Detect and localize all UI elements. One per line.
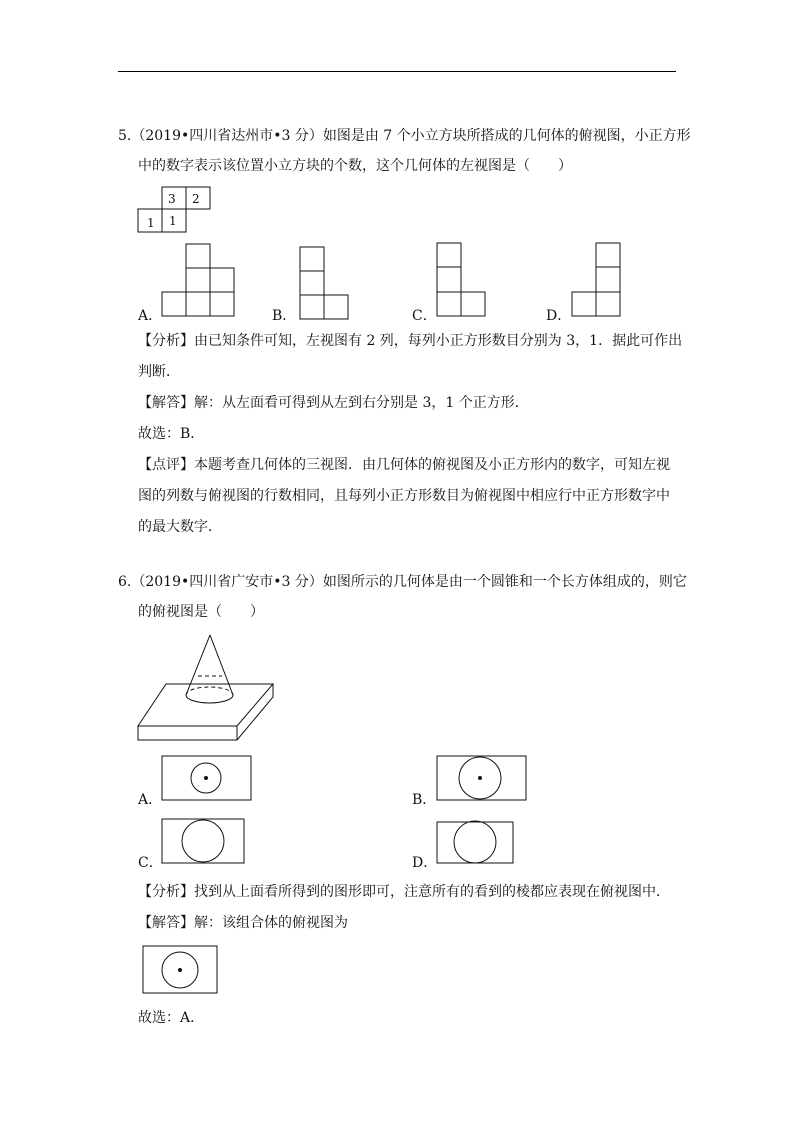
q5-comment-text: 本题考查几何体的三视图．由几何体的俯视图及小正方形内的数字，可知左视 <box>194 457 670 473</box>
q6-analysis <box>138 882 670 902</box>
q6-stem-line2: 的俯视图是（ ） <box>138 604 264 620</box>
q5-option-d-label: D． <box>546 308 572 324</box>
q6-analysis-text: 找到从上面看所得到的图形即可，注意所有的看到的棱都应表现在俯视图中． <box>194 884 670 900</box>
q5-analysis-line2: 判断． <box>138 364 180 380</box>
q6-option-d-label: D． <box>412 855 438 871</box>
q5-analysis-tag: 【分析】 <box>138 333 194 349</box>
q6-option-a-label: A． <box>138 792 163 808</box>
q6-stem-line1: 6.（2019•四川省广安市•3 分）如图所示的几何体是由一个圆锥和一个长方体组成的，则它 <box>118 574 687 590</box>
q5-answer: 故选：B． <box>138 426 205 442</box>
q6-solution-figure <box>143 946 217 993</box>
q5-stem-line2: 中的数字表示该位置小立方块的个数，这个几何体的左视图是（ ） <box>138 158 572 174</box>
grid-number: 1 <box>147 216 155 230</box>
q6-solution <box>138 913 348 933</box>
q5-comment-line2: 图的列数与俯视图的行数相同，且每列小正方形数目为俯视图中相应行中正方形数字中 <box>138 488 670 504</box>
q5-comment-tag: 【点评】 <box>138 457 194 473</box>
q5-option-c-label: C． <box>412 308 437 324</box>
q5-comment-line3: 的最大数字． <box>138 519 222 535</box>
grid-number: 1 <box>169 214 177 228</box>
q6-option-c-label: C． <box>138 855 163 871</box>
grid-number: 3 <box>168 192 176 206</box>
q5-analysis-text: 由已知条件可知，左视图有 2 列，每列小正方形数目分别为 3，1．据此可作出 <box>194 333 683 349</box>
grid-number: 2 <box>192 192 200 206</box>
q5-option-b-label: B． <box>272 308 297 324</box>
q5-solution-text: 解：从左面看可得到从左到右分别是 3，1 个正方形． <box>194 395 529 411</box>
q6-option-c-figure <box>162 819 244 863</box>
q5-stem-line1: 5.（2019•四川省达州市•3 分）如图是由 7 个小立方块所搭成的几何体的俯视图，小正方形 <box>118 128 691 144</box>
q6-option-b-figure <box>437 756 526 800</box>
cone-on-cuboid-figure <box>138 635 273 740</box>
q6-analysis-tag: 【分析】 <box>138 884 194 900</box>
q6-answer: 故选：A． <box>138 1010 205 1026</box>
q6-option-b-label: B． <box>412 792 437 808</box>
q6-solution-text: 解：该组合体的俯视图为 <box>194 915 348 931</box>
q6-option-a-figure <box>162 756 251 800</box>
q5-option-a-label: A． <box>138 308 163 324</box>
q5-solution-tag: 【解答】 <box>138 395 194 411</box>
q6-solution-tag: 【解答】 <box>138 915 194 931</box>
q6-option-d-figure <box>437 821 513 863</box>
